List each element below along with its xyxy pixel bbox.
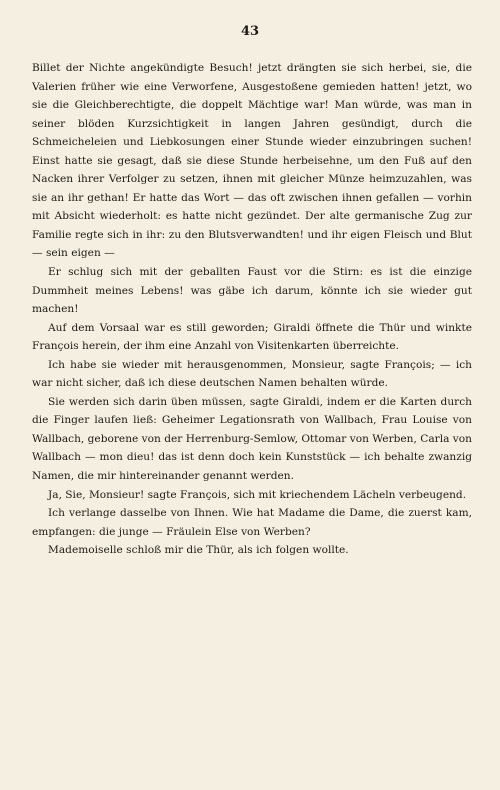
paragraph: Billet der Nichte angekündigte Besuch! jetzt drängten sie sich herbei, sie, die Valerien früher wie eine Verworfene, Ausgestoßene gemieden hatten! jetzt, wo sie die Gleichberechtigte, die doppelt Mächtige war! Man würde, was man in seiner blöden Kurzsichtigkeit in langen Jahren gesündigt, durch die Schmeicheleien und Liebkosungen einer Stunde wieder einzubringen suchen! Einst hatte sie gesagt, daß sie diese Stunde herbeisehne, um den Fuß auf den Nacken ihrer Verfolger zu setzen, ihnen mit gleicher Münze heimzuzahlen, was sie an ihr gethan! Er hatte das Wort — das oft zwischen ihnen gefallen — vorhin mit Absicht wiederholt: es hatte nicht gezündet. Der alte germanische Zug zur Familie regte sich in ihr: zu den Blutsverwandten! und ihr eigen Fleisch und Blut — sein eigen —	[32, 62, 472, 260]
page-number: 43	[240, 24, 260, 39]
paragraph: Ich habe sie wieder mit herausgenommen, Monsieur, sagte François; — ich war nicht sicher, daß ich diese deutschen Namen behalten würde.	[32, 358, 472, 390]
paragraph: Ja, Sie, Monsieur! sagte François, sich mit kriechendem Lächeln verbeugend.	[48, 488, 467, 501]
paragraph: Auf dem Vorsaal war es still geworden; Giraldi öffnete die Thür und winkte François herein, der ihm eine Anzahl von Visitenkarten überreichte.	[32, 321, 472, 353]
paragraph: Er schlug sich mit der geballten Faust vor die Stirn: es ist die einzige Dummheit meines Lebens! was gäbe ich darum, könnte ich sie wieder gut machen!	[32, 266, 472, 316]
paragraph: Ich verlange dasselbe von Ihnen. Wie hat Madame die Dame, die zuerst kam, empfangen: die junge — Fräulein Else von Werben?	[32, 507, 472, 538]
paragraph: Mademoiselle schloß mir die Thür, als ich folgen wollte.	[48, 544, 349, 557]
body-text	[32, 59, 472, 560]
paragraph: Sie werden sich darin üben müssen, sagte Giraldi, indem er die Karten durch die Finger laufen ließ: Geheimer Legationsrath von Wallbach, Frau Louise von Wallbach, geborene von der Herrenburg-Semlow, Ottomar von Werben, Carla von Wallbach — mon dieu! das ist denn doch kein Kunststück — ich behalte zwanzig Namen, die mir hintereinander genannt werden.	[32, 395, 472, 483]
